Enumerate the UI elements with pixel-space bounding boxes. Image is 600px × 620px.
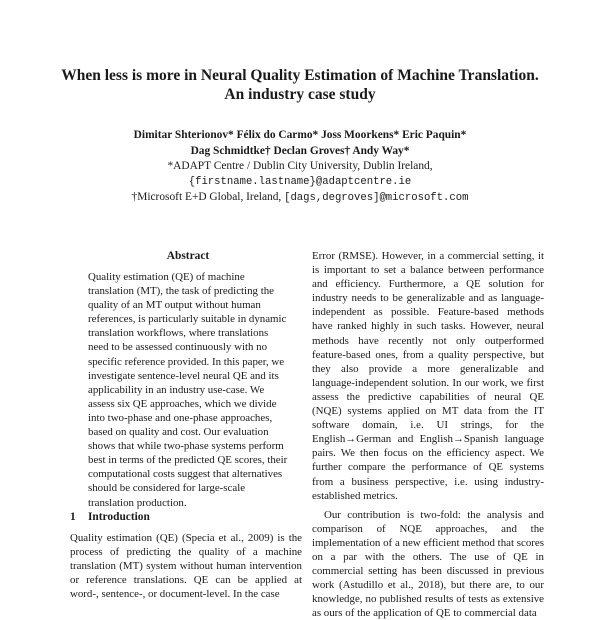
right-column-paragraph-1: Error (RMSE). However, in a commercial setting, it is important to set a balance between performance and efficiency. Furthermore, a QE solution for industry needs to be generalizable and as language-independent as possible. Feature-based methods have ranked highly in such tasks. However, neural methods have recently not only outperformed feature-based ones, from a quality perspective, but they also provide a more generalizable and language-independent solution. In our work, we first assess the predictive capabilities of neural QE (NQE) systems applied on MT data from the IT software domain, i.e. UI strings, for the English→German and English→Spanish language pairs. We then focus on the efficiency aspect. We further compare the performance of QE systems from a business perspective, i.e. using industry-established metrics.: [312, 250, 544, 502]
abstract-body: [88, 270, 288, 510]
abstract-text: Quality estimation (QE) of machine translation (MT), the task of predicting the quality of an MT output without human references, is particularly suitable in dynamic translation workflows, where translations need to be assessed continuously with no specific reference provided. In this paper, we investigate sentence-level neural QE and its applicability in an industry use-case. We assess six QE approaches, which we divide into two-phase and one-phase approaches, based on quality and cost. Our evaluation shows that while two-phase systems perform best in terms of the predicted QE scores, their computational costs suggest that alternatives should be considered for large-scale translation production.: [88, 271, 288, 509]
affiliation-2: [40, 190, 560, 207]
abstract-heading: Abstract: [166, 250, 210, 262]
paper-title: [40, 66, 560, 104]
section-heading-introduction: [70, 511, 150, 523]
title-line-1: When less is more in Neural Quality Estimation of Machine Translation.: [61, 67, 539, 84]
authors-line-1: Dimitar Shterionov* Félix do Carmo* Joss Moorkens* Eric Paquin*: [133, 129, 467, 141]
author-block: [40, 128, 560, 207]
section-title: Introduction: [88, 511, 150, 523]
right-column-body: [312, 249, 544, 620]
authors-line-2: Dag Schmidtke† Declan Groves† Andy Way*: [190, 144, 410, 157]
introduction-text: Quality estimation (QE) (Specia et al., 2009) is the process of predicting the quality of a machine translation (MT) system without human intervention or reference translations. QE can be applied at word-, sentence-, or document-level. In the case: [70, 532, 302, 601]
introduction-body: [70, 531, 302, 601]
title-line-2: An industry case study: [224, 86, 376, 103]
right-column-paragraph-2: Our contribution is two-fold: the analysis and comparison of NQE approaches, and the implementation of a new efficient method that scores on a par with the others. The use of QE in commercial setting has been discussed in previous work (Astudillo et al., 2018), but there are, to our knowledge, no published results of tests as extensive as ours of the application of QE to commercial data: [312, 508, 544, 620]
affiliation-1: *ADAPT Centre / Dublin City University, Dublin Ireland,: [167, 160, 433, 172]
affiliation-2-email: [dags,degroves]@microsoft.com: [284, 192, 469, 204]
affiliation-1-email: {firstname.lastname}@adaptcentre.ie: [188, 175, 412, 188]
affiliation-2-text: †Microsoft E+D Global, Ireland,: [131, 191, 285, 203]
section-number: 1: [70, 511, 76, 523]
